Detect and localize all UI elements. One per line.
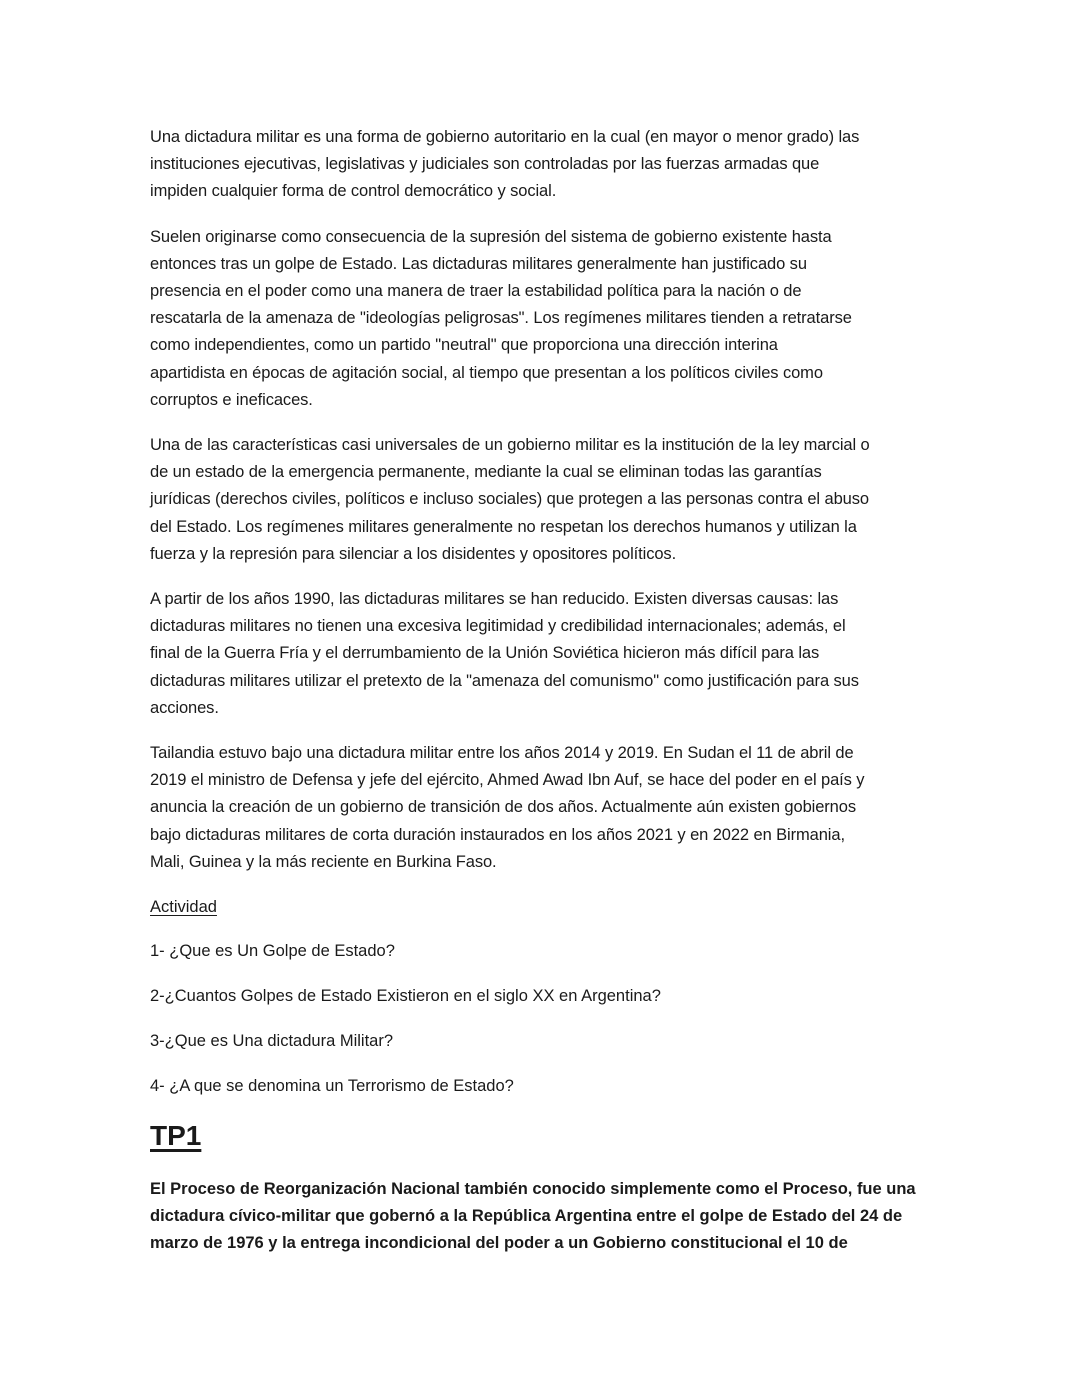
activity-question: 2-¿Cuantos Golpes de Estado Existieron en el siglo XX en Argentina? [150, 987, 661, 1006]
text-line: de un estado de la emergencia permanente, mediante la cual se eliminan todas las garantías [150, 463, 822, 482]
tp1-heading: TP1 [150, 1120, 202, 1152]
text-line: final de la Guerra Fría y el derrumbamiento de la Unión Soviética hicieron más difícil para las [150, 644, 820, 663]
text-line: dictaduras militares utilizar el pretexto de la "amenaza del comunismo" como justificación para sus [150, 671, 859, 690]
paragraph-definition [150, 124, 950, 206]
text-line: fuerza y la represión para silenciar a los disidentes y opositores políticos. [150, 544, 677, 563]
text-line: apartidista en épocas de agitación social, al tiempo que presentan a los políticos civiles como [150, 363, 823, 382]
activity-heading: Actividad [150, 898, 217, 917]
text-line: Suelen originarse como consecuencia de la supresión del sistema de gobierno existente hasta [150, 227, 832, 246]
paragraph-characteristics [150, 432, 950, 568]
text-line: Tailandia estuvo bajo una dictadura militar entre los años 2014 y 2019. En Sudan el 11 de abril de [150, 744, 854, 763]
text-line: Una de las características casi universales de un gobierno militar es la institución de la ley marcial o [150, 436, 870, 455]
text-line: bajo dictaduras militares de corta duración instaurados en los años 2021 y en 2022 en Birmania, [150, 825, 845, 844]
text-line: anuncia la creación de un gobierno de transición de dos años. Actualmente aún existen gobiernos [150, 798, 856, 817]
activity-question: 1- ¿Que es Un Golpe de Estado? [150, 942, 395, 961]
paragraph-recent-cases [150, 740, 950, 876]
activity-question: 4- ¿A que se denomina un Terrorismo de Estado? [150, 1077, 514, 1096]
activity-question: 3-¿Que es Una dictadura Militar? [150, 1032, 394, 1051]
text-line: Mali, Guinea y la más reciente en Burkina Faso. [150, 852, 497, 871]
text-line: como independientes, como un partido "neutral" que proporciona una dirección interina [150, 336, 778, 355]
text-line: A partir de los años 1990, las dictaduras militares se han reducido. Existen diversas causas: las [150, 590, 839, 609]
text-line: presencia en el poder como una manera de traer la estabilidad política para la nación o de [150, 282, 802, 301]
text-line: dictaduras militares no tienen una excesiva legitimidad y credibilidad internacionales; además, el [150, 617, 846, 636]
paragraph-proceso [150, 1176, 950, 1258]
text-line: Una dictadura militar es una forma de gobierno autoritario en la cual (en mayor o menor grado) las [150, 128, 860, 146]
text-line: entonces tras un golpe de Estado. Las dictaduras militares generalmente han justificado su [150, 254, 807, 273]
paragraph-origins [150, 224, 950, 414]
text-line: impiden cualquier forma de control democrático y social. [150, 182, 557, 201]
text-line: acciones. [150, 698, 219, 717]
text-line: El Proceso de Reorganización Nacional también conocido simplemente como el Proceso, fue una [150, 1180, 916, 1199]
text-line: instituciones ejecutivas, legislativas y judiciales son controladas por las fuerzas armadas que [150, 155, 820, 174]
document-page [150, 124, 950, 1258]
text-line: 2019 el ministro de Defensa y jefe del ejército, Ahmed Awad Ibn Auf, se hace del poder en el país y [150, 771, 865, 790]
text-line: del Estado. Los regímenes militares generalmente no respetan los derechos humanos y utilizan la [150, 517, 857, 536]
text-line: jurídicas (derechos civiles, políticos e incluso sociales) que protegen a las personas contra el abuso [150, 490, 869, 509]
text-line: marzo de 1976 y la entrega incondicional del poder a un Gobierno constitucional el 10 de [150, 1234, 848, 1253]
text-line: corruptos e ineficaces. [150, 390, 313, 409]
text-line: dictadura cívico-militar que gobernó a la República Argentina entre el golpe de Estado del 24 de [150, 1207, 903, 1226]
paragraph-decline [150, 586, 950, 722]
text-line: rescatarla de la amenaza de "ideologías peligrosas". Los regímenes militares tienden a retratarse [150, 309, 852, 328]
